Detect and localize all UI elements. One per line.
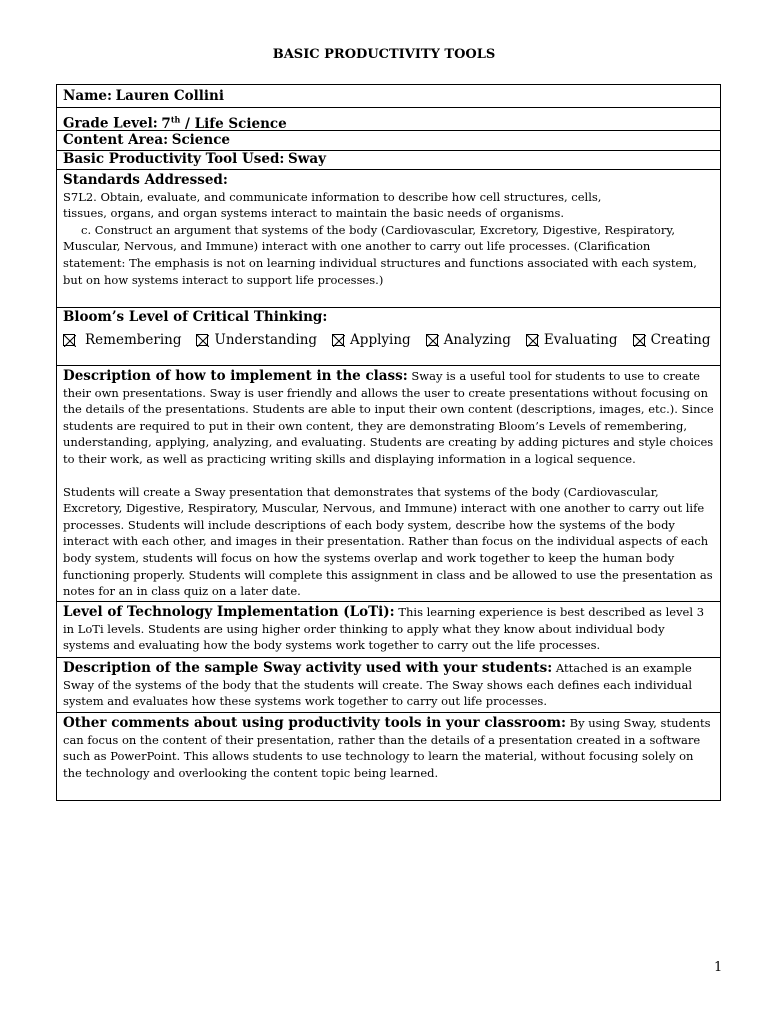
standards-item-c: c. Construct an argument that systems of the body (Cardiovascular, Excretory, Digestive, Respiratory, Muscular, Nervous, and Immune) interact with one another to carry out life processes. (Clarification statement: The emphasis is not on learning individual structures and functions associated with each system, but on how systems interact to support life processes.) <box>63 222 697 287</box>
content-area-label: Content Area: <box>63 132 169 148</box>
sample-activity-row <box>57 658 720 713</box>
standards-line1: S7L2. Obtain, evaluate, and communicate information to describe how cell structures, cells, <box>63 189 602 204</box>
bloom-label: Evaluating <box>543 331 618 348</box>
other-comments-label: Other comments about using productivity tools in your classroom: <box>63 715 567 731</box>
grade-value: 7th / Life Science <box>161 114 287 132</box>
name-value: Lauren Collini <box>115 88 224 104</box>
bloom-remembering[interactable] <box>63 332 181 349</box>
sample-activity-label: Description of the sample Sway activity used with your students: <box>63 660 553 676</box>
sample-activity-text: Description of the sample Sway activity used with your students: Attached is an example Sway of the systems of the body that the students will create. The Sway shows each defines each individual system and evaluates how these systems work together to carry out life processes. <box>63 660 693 709</box>
checked-box-icon[interactable] <box>526 334 538 346</box>
grade-label: Grade Level: <box>63 115 158 132</box>
checked-box-icon[interactable] <box>426 334 438 346</box>
blooms-levels <box>63 332 714 349</box>
bloom-applying[interactable] <box>332 332 411 349</box>
bloom-label: Creating <box>650 331 711 348</box>
other-comments-row <box>57 713 720 800</box>
bloom-analyzing[interactable] <box>426 332 511 349</box>
standards-label: Standards Addressed: <box>63 172 228 188</box>
lesson-form <box>56 84 721 801</box>
loti-text: Level of Technology Implementation (LoTi): This learning experience is best described as level 3 in LoTi levels. Students are using higher order thinking to apply what they know about individual body systems and evaluating how the body systems work together to carry out the life processes. <box>63 604 705 653</box>
checked-box-icon[interactable] <box>633 334 645 346</box>
content-area-row <box>57 131 720 151</box>
name-row <box>57 85 720 108</box>
grade-row <box>57 108 720 131</box>
bloom-label: Remembering <box>85 331 182 348</box>
standards-line2: tissues, organs, and organ systems interact to maintain the basic needs of organisms. <box>63 206 565 221</box>
tool-used-value: Sway <box>288 151 327 167</box>
loti-label: Level of Technology Implementation (LoTi): <box>63 604 395 620</box>
implementation-row <box>57 366 720 602</box>
content-area-value: Science <box>171 132 231 148</box>
tool-used-row <box>57 151 720 170</box>
checked-box-icon[interactable] <box>332 334 344 346</box>
blooms-label: Bloom’s Level of Critical Thinking: <box>63 309 328 325</box>
standards-row <box>57 170 720 308</box>
page-number: 1 <box>714 960 723 975</box>
tool-used-label: Basic Productivity Tool Used: <box>63 151 285 167</box>
implementation-para1: Description of how to implement in the class: Sway is a useful tool for students to use to create their own presentations. Sway is user friendly and allows the user to create presentations without focusing on the details of the presentations. Students are able to input their own content (descriptions, images, etc.). Since students are required to put in their own content, they are demonstrating Bloom’s Levels of remembering, understanding, applying, analyzing, and evaluating. Students are creating by adding pictures and style choices to their work, as well as practicing writing skills and displaying information in a logical sequence. <box>63 368 714 466</box>
bloom-evaluating[interactable] <box>526 332 618 349</box>
loti-row <box>57 602 720 658</box>
implementation-para2: Students will create a Sway presentation that demonstrates that systems of the body (Cardiovascular, Excretory, Digestive, Respiratory, Muscular, Nervous, and Immune) interact with one another to carry out life processes. Students will include descriptions of each body system, describe how the systems of the body interact with each other, and images in their presentation. Rather than focus on the individual aspects of each body system, students will focus on how the systems overlap and work together to keep the human body functioning properly. Students will complete this assignment in class and be allowed to use the presentation as notes for an in class quiz on a later date. <box>63 484 713 599</box>
checked-box-icon[interactable] <box>196 334 208 346</box>
implementation-label: Description of how to implement in the class: <box>63 368 408 384</box>
document-title: BASIC PRODUCTIVITY TOOLS <box>272 47 496 62</box>
bloom-understanding[interactable] <box>196 332 317 349</box>
bloom-label: Understanding <box>214 331 318 348</box>
bloom-label: Applying <box>350 331 411 348</box>
name-label: Name: <box>63 88 112 104</box>
blooms-row <box>57 308 720 366</box>
bloom-creating[interactable] <box>633 332 711 349</box>
other-comments-text: Other comments about using productivity tools in your classroom: By using Sway, students can focus on the content of their presentation, rather than the details of a presentation created in a software such as PowerPoint. This allows students to use technology to learn the material, without focusing solely on the technology and overlooking the content topic being learned. <box>63 715 711 780</box>
bloom-label: Analyzing <box>443 331 511 348</box>
checked-box-icon[interactable] <box>63 334 75 346</box>
